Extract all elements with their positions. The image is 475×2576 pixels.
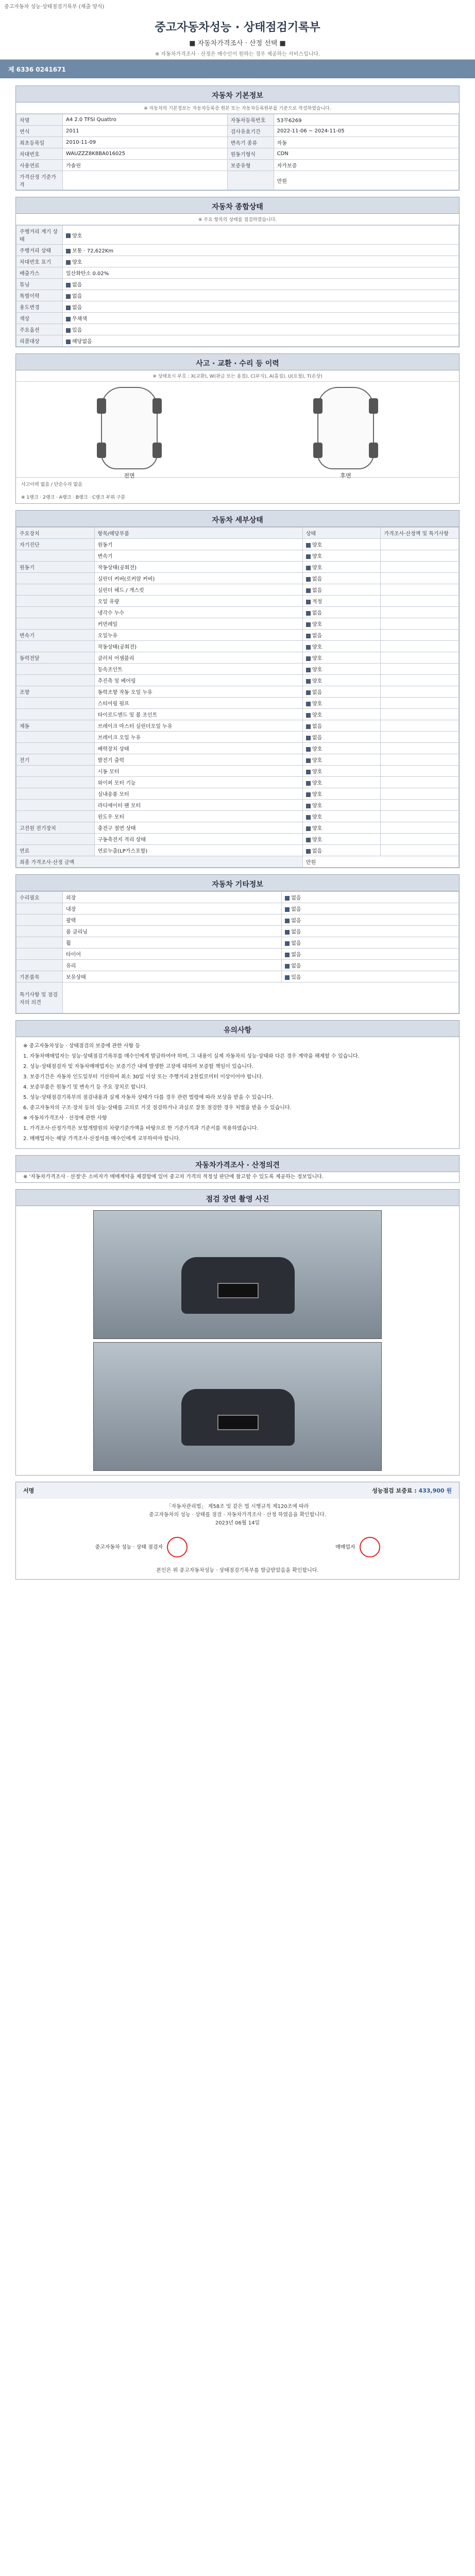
detail-title: 자동차 세부상태 — [16, 511, 459, 527]
table-row: 사용연료 가솔린 보증유형 자가보증 — [16, 160, 459, 171]
rear-label: 후면 — [340, 472, 351, 479]
footer-note-2: 중고자동차의 성능 · 상태를 점검 · 자동차가격조사 · 산정 하였음을 확인합니다. — [149, 1512, 326, 1518]
table-row: 구동축전지 격리 상태 양호 — [16, 834, 459, 845]
car-diagram — [16, 382, 459, 478]
table-row: 원동기 작동상태(공회전) 양호 — [16, 562, 459, 573]
basic-info-title: 자동차 기본정보 — [16, 86, 459, 103]
checkbox-icon — [306, 849, 311, 854]
caution-line: 6. 중고자동차의 구조·장치 등의 성능·상태를 고의로 거짓 점검하거나 과실로 잘못 점검한 경우 처벌을 받을 수 있습니다. — [23, 1105, 292, 1111]
checkbox-icon — [306, 826, 311, 831]
photo-title: 점검 장면 촬영 사진 — [16, 1190, 459, 1206]
header-note: ※ 자동차가격조사 · 산정은 매수인이 원하는 경우 제공하는 서비스입니다. — [155, 52, 320, 57]
checkbox-icon — [306, 781, 311, 786]
table-header-row: 주요장치 항목/해당부품 상태 가격조사·산정액 및 특기사항 — [16, 528, 459, 539]
checkbox-icon — [66, 340, 71, 344]
table-row: 휠 없음 — [16, 937, 459, 948]
table-row: 변속기 오일누유 없음 — [16, 630, 459, 641]
accident-history: 사고이력 없음 / 단순수리 없음 — [21, 482, 82, 487]
checkbox-icon — [306, 543, 311, 548]
checkbox-icon — [306, 679, 311, 684]
accident-title: 사고 · 교환 · 수리 등 이력 — [16, 354, 459, 370]
caution-line: 3. 보증기간은 자동차 인도일부터 기산하여 최소 30일 이상 또는 주행거리 2천킬로미터 이상이어야 합니다. — [23, 1074, 264, 1080]
checkbox-icon — [306, 736, 311, 740]
table-row: 와이퍼 모터 기능 양호 — [16, 777, 459, 788]
overall-title: 자동차 종합상태 — [16, 197, 459, 214]
table-row: 배출가스 일산화탄소 0.02% — [16, 267, 459, 279]
table-row: 색상 무채색 — [16, 313, 459, 324]
disclaimer-title: 자동차가격조사 · 산정의견 — [16, 1156, 459, 1172]
basic-info-section — [15, 86, 460, 191]
wheel-icon — [313, 443, 323, 458]
checkbox-icon — [285, 896, 290, 901]
overall-table — [16, 225, 459, 347]
checkbox-icon — [306, 566, 311, 570]
document-number: 제 6336 0241671 — [0, 60, 475, 78]
photo-section — [15, 1189, 460, 1476]
stamp-icon — [167, 1537, 188, 1557]
caution-line: 1. 자동차매매업자는 성능·상태점검기록부를 매수인에게 발급하여야 하며, 그 내용이 실제 자동차의 성능·상태와 다른 경우 계약을 해제할 수 있습니다. — [23, 1054, 360, 1059]
checkbox-icon — [306, 770, 311, 774]
wheel-icon — [152, 398, 162, 414]
checkbox-icon — [66, 317, 71, 321]
caution-line: 1. 가격조사·산정가격은 보험개발원의 차량기준가액을 바탕으로 한 기준가격과 기준서를 적용하였습니다. — [23, 1126, 259, 1131]
caution-line: 5. 성능·상태점검기록부의 점검내용과 실제 자동차 상태가 다를 경우 관련 법령에 따라 보상을 받을 수 있습니다. — [23, 1095, 274, 1100]
table-row: 등속조인트 양호 — [16, 664, 459, 675]
checkbox-icon — [285, 919, 290, 923]
checkbox-icon — [306, 645, 311, 650]
overall-section — [15, 197, 460, 347]
table-row: 시동 모터 양호 — [16, 766, 459, 777]
checkbox-icon — [306, 804, 311, 808]
table-row: 조향 동력조향 작동 오일 누유 없음 — [16, 686, 459, 698]
caution-line: 4. 보증부품은 원동기 및 변속기 등 주요 장치로 합니다. — [23, 1084, 148, 1090]
disclaimer-text: ※ '자동차가격조사 · 산정'은 소비자가 매매계약을 체결함에 있어 중고차 가격의 적정성 판단에 참고할 수 있도록 제공하는 정보입니다. — [23, 1174, 324, 1180]
checkbox-icon — [66, 306, 71, 310]
table-row: 실린더 커버(로커암 커버) 없음 — [16, 573, 459, 584]
checkbox-icon — [306, 634, 311, 638]
overall-note: ※ 주요 항목의 상태를 점검하였습니다. — [16, 214, 459, 225]
table-row: 용도변경 없음 — [16, 301, 459, 313]
photo-list — [16, 1206, 459, 1475]
checkbox-icon — [306, 668, 311, 672]
table-row: 동력전달 클러치 어셈블리 양호 — [16, 652, 459, 664]
table-row: 최종 가격조사·산정 금액 만원 — [16, 856, 459, 868]
car-front-diagram — [101, 387, 158, 469]
checkbox-icon — [306, 622, 311, 627]
recipient-note: 본인은 위 중고자동차성능 · 상태점검기록부를 발급받았음을 확인합니다. — [156, 1568, 319, 1573]
table-row: 수리필요 외장 없음 — [16, 892, 459, 903]
table-row: 작동상태(공회전) 양호 — [16, 641, 459, 652]
table-row: 차대번호 표기 양호 — [16, 256, 459, 267]
table-row: 가격산정 기준가격 만원 — [16, 171, 459, 190]
checkbox-icon — [306, 690, 311, 695]
checkbox-icon — [306, 611, 311, 616]
checkbox-icon — [285, 907, 290, 912]
disclaimer-section — [15, 1155, 460, 1183]
checkbox-icon — [306, 815, 311, 820]
footer-date: 2023년 06월 14일 — [215, 1520, 260, 1526]
inspection-photo-front — [93, 1210, 382, 1339]
checkbox-icon — [285, 953, 290, 957]
table-row: 최초등록일 2010-11-09 변속기 종류 자동 — [16, 137, 459, 148]
checkbox-icon — [306, 600, 311, 604]
wheel-icon — [152, 443, 162, 458]
caution-line: ※ 중고자동차성능 · 상태점검의 보증에 관한 사항 등 — [23, 1043, 141, 1049]
table-row: 라디에이터 팬 모터 양호 — [16, 800, 459, 811]
table-row: 연식 2011 검사유효기간 2022-11-06 ~ 2024-11-05 — [16, 126, 459, 137]
caution-line: ※ 자동차가격조사 · 산정에 관한 사항 — [23, 1115, 107, 1121]
checkbox-icon — [306, 838, 311, 842]
table-row: 커먼레일 양호 — [16, 618, 459, 630]
mileage-value: 72,622Km — [87, 248, 114, 254]
table-row: 실내송풍 모터 양호 — [16, 788, 459, 800]
basic-info-table — [16, 114, 459, 190]
wheel-icon — [369, 443, 378, 458]
table-row: 유리 없음 — [16, 960, 459, 971]
table-row: 냉각수 누수 없음 — [16, 607, 459, 618]
car-rear-diagram — [317, 387, 374, 469]
table-row: 브레이크 오일 누유 없음 — [16, 732, 459, 743]
wheel-icon — [369, 398, 378, 414]
caution-line: 2. 매매업자는 해당 가격조사·산정서를 매수인에게 교부하여야 합니다. — [23, 1136, 181, 1142]
table-row: 내장 없음 — [16, 903, 459, 914]
checkbox-icon — [306, 724, 311, 729]
table-row: 윈도우 모터 양호 — [16, 811, 459, 822]
checkbox-icon — [66, 260, 71, 265]
accident-note: ※ 상태표시 부호 : X(교환), W(판금 또는 용접), C(부식), A(흠집), U(요철), T(손상) — [16, 370, 459, 382]
page-subtitle: ■ 자동차가격조사 · 산정 선택 ■ — [189, 40, 286, 47]
sign-label: 서명 — [23, 1487, 35, 1494]
wheel-icon — [97, 443, 106, 458]
checkbox-icon — [285, 975, 290, 980]
checkbox-icon — [306, 554, 311, 559]
table-row: 리콜대상 해당없음 — [16, 335, 459, 347]
checkbox-icon — [285, 930, 290, 935]
table-row: 오일 유량 적정 — [16, 596, 459, 607]
table-row: 자기진단 원동기 양호 — [16, 539, 459, 550]
checkbox-icon — [306, 792, 311, 797]
checkbox-icon — [66, 294, 71, 299]
checkbox-icon — [66, 283, 71, 287]
document-header — [0, 12, 475, 60]
detail-section — [15, 510, 460, 868]
table-row: 특기사항 및 점검자의 의견 — [16, 982, 459, 1013]
wheel-icon — [97, 398, 106, 414]
checkbox-icon — [306, 747, 311, 752]
table-row: 튜닝 없음 — [16, 279, 459, 290]
inspection-photo-rear — [93, 1342, 382, 1471]
checkbox-icon — [285, 941, 290, 946]
checkbox-icon — [285, 964, 290, 969]
table-row: 주행거리 상태 보통 · 72,622Km — [16, 245, 459, 256]
front-label: 전면 — [124, 472, 135, 479]
accident-section — [15, 353, 460, 504]
basic-info-note: ※ 자동차의 기본정보는 자동차등록증 원본 또는 자동차등록원부를 기준으로 작성하였습니다. — [16, 103, 459, 114]
table-row: 광택 없음 — [16, 914, 459, 926]
checkbox-icon — [306, 577, 311, 582]
page-title: 중고자동차성능 · 상태점검기록부 — [155, 21, 320, 34]
detail-table — [16, 527, 459, 868]
table-row: 배력장치 상태 양호 — [16, 743, 459, 754]
accident-legend: ※ 1랭크 · 2랭크 · A랭크 · B랭크 · C랭크 부위 구분 — [21, 495, 126, 500]
caution-section — [15, 1020, 460, 1149]
table-row: 연료 연료누출(LP가스포함) 없음 — [16, 845, 459, 856]
checkbox-icon — [66, 249, 71, 253]
table-row: 차대번호 WAUZZZ8K8BA016025 원동기형식 CDN — [16, 148, 459, 160]
checkbox-icon — [306, 656, 311, 661]
checkbox-icon — [306, 702, 311, 706]
table-row: 실린더 헤드 / 개스킷 없음 — [16, 584, 459, 596]
table-row: 룸 클리닝 없음 — [16, 926, 459, 937]
table-row: 특별이력 없음 — [16, 290, 459, 301]
footer-note-1: 「자동차관리법」 제58조 및 같은 법 시행규칙 제120조에 따라 — [166, 1504, 309, 1510]
fee-label: 성능점검 보증료 — [372, 1487, 413, 1494]
etc-section — [15, 874, 460, 1014]
top-note: 중고자동차 성능·상태점검기록부 (제출 양식) — [4, 4, 105, 10]
footer-section: 서명 성능점검 보증료 : 433,900 원 「자동차관리법」 제58조 및 같은 법 시행규칙 제120조에 따라 중고자동차의 성능 · 상태를 점검 · 자동차가격조사 · 산정 하였음을 확인합니다. 2023년 06월 14일 중고자동차 성능 · 상태 점검자 매매업자 본인은 위 중고자동차성능 · 상태점검기록부를 발급받았음을 확인합니다. — [15, 1482, 460, 1580]
table-row: 고전원 전기장치 충전구 절연 상태 양호 — [16, 822, 459, 834]
checkbox-icon — [306, 713, 311, 718]
table-row: 기본품목 보유상태 있음 — [16, 971, 459, 982]
checkbox-icon — [66, 233, 71, 238]
checkbox-icon — [66, 328, 71, 333]
wheel-icon — [313, 398, 323, 414]
etc-title: 자동차 기타정보 — [16, 875, 459, 891]
stamp-icon — [360, 1537, 380, 1557]
table-row: 타이로드엔드 및 볼 조인트 양호 — [16, 709, 459, 720]
table-row: 주요옵션 있음 — [16, 324, 459, 335]
etc-table — [16, 891, 459, 1013]
fee-value: 433,900 원 — [418, 1487, 452, 1494]
table-row: 스티어링 펌프 양호 — [16, 698, 459, 709]
table-row: 타이어 없음 — [16, 948, 459, 960]
inspector-label: 중고자동차 성능 · 상태 점검자 — [95, 1545, 163, 1550]
checkbox-icon — [306, 588, 311, 593]
table-row: 주행거리 계기 상태 양호 — [16, 226, 459, 245]
caution-title: 유의사항 — [16, 1021, 459, 1037]
caution-line: 2. 성능·상태점검자 및 자동차매매업자는 보증기간 내에 발생한 고장에 대하여 보증할 책임이 있습니다. — [23, 1064, 253, 1070]
table-row: 변속기 양호 — [16, 550, 459, 562]
table-row: 제동 브레이크 마스터 실린더오일 누유 없음 — [16, 720, 459, 732]
table-row: 추진축 및 베어링 양호 — [16, 675, 459, 686]
seller-label: 매매업자 — [335, 1545, 355, 1550]
table-row: 차명 A4 2.0 TFSI Quattro 자동차등록번호 53무6269 — [16, 114, 459, 126]
checkbox-icon — [306, 758, 311, 763]
table-row: 전기 발전기 출력 양호 — [16, 754, 459, 766]
